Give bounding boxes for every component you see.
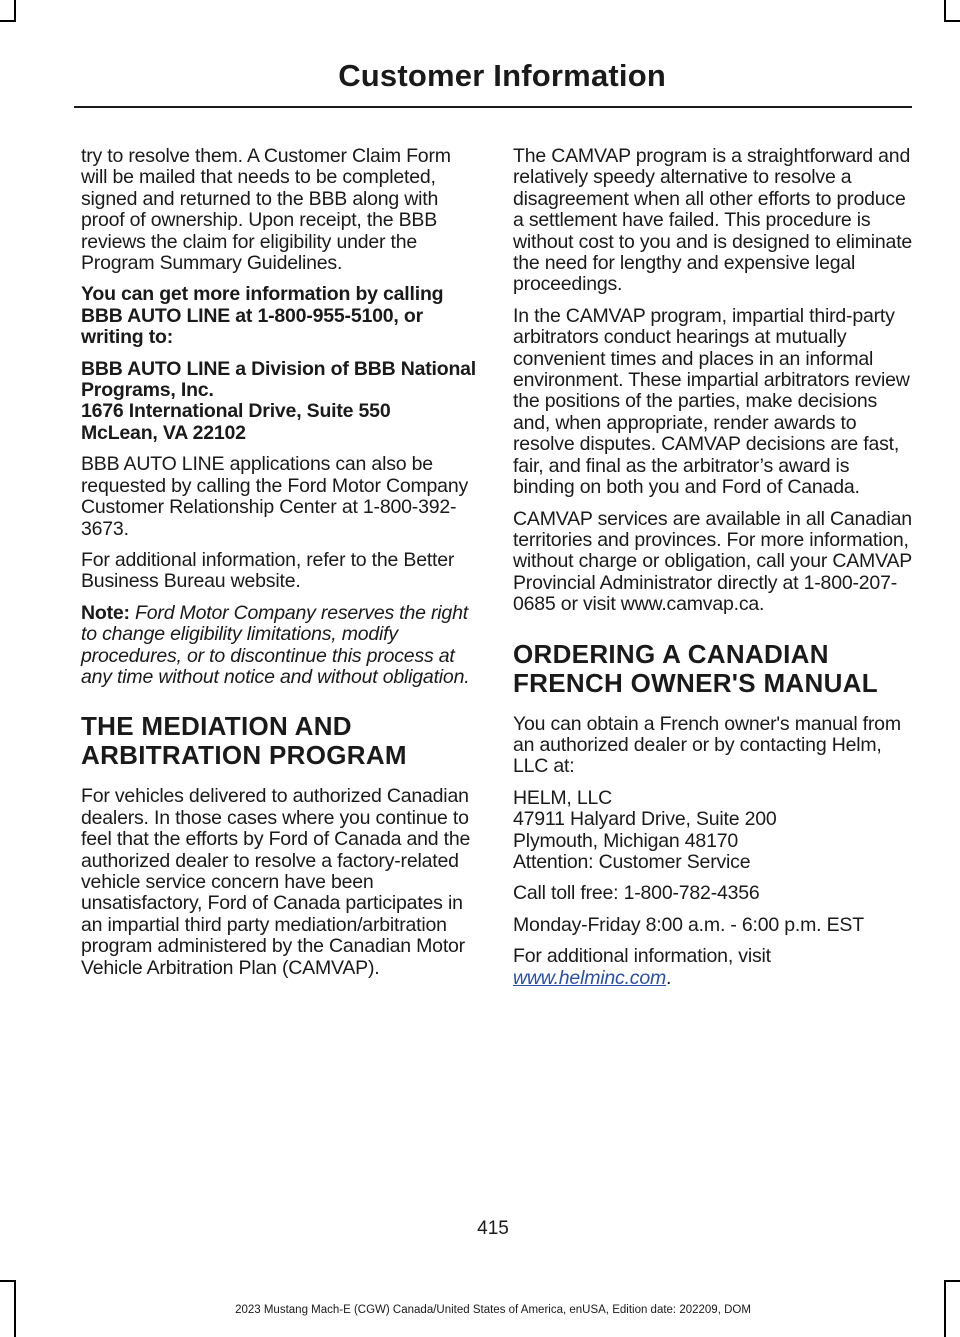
heading-line: FRENCH OWNER'S MANUAL	[513, 667, 878, 698]
paragraph: try to resolve them. A Customer Claim Form will be mailed that needs to be completed, signed and returned to the BBB along with proof of ownership. Upon receipt, the BBB reviews the claim for eligibility under the Program Summary Guidelines.	[81, 145, 451, 275]
crop-mark	[944, 1280, 960, 1282]
page-number: 415	[477, 1218, 509, 1239]
note-label: Note:	[81, 601, 130, 624]
address-line: Attention: Customer Service	[513, 850, 751, 873]
address-line: 47911 Halyard Drive, Suite 200	[513, 808, 777, 831]
address-line: McLean, VA 22102	[81, 421, 246, 444]
address-line: Plymouth, Michigan 48170	[513, 829, 739, 852]
phone-number: Call toll free: 1-800-782-4356	[513, 882, 760, 905]
paragraph: BBB AUTO LINE applications can also be requested by calling the Ford Motor Company Customer Relationship Center at 1-800-392-3673.	[81, 453, 469, 540]
heading-line: ARBITRATION PROGRAM	[81, 740, 407, 771]
note	[81, 603, 479, 689]
business-hours: Monday-Friday 8:00 a.m. - 6:00 p.m. EST	[513, 913, 864, 936]
bbb-address	[81, 359, 479, 445]
page-header-title: Customer Information	[338, 58, 666, 93]
address-line: 1676 International Drive, Suite 550	[81, 400, 391, 423]
paragraph: The CAMVAP program is a straightforward and relatively speedy alternative to resolve a disagreement when all other efforts to produce a settlement have failed. This procedure is without cost to you and is designed to eliminate the need for lengthy and expensive legal proceedings.	[513, 145, 913, 296]
helm-website-link[interactable]: www.helminc.com	[513, 966, 667, 989]
paragraph: For additional information, refer to the Better Business Bureau website.	[81, 548, 455, 593]
crop-mark	[14, 0, 16, 22]
address-line: BBB AUTO LINE a Division of BBB National Programs, Inc.	[81, 357, 477, 402]
left-column	[81, 146, 479, 989]
section-heading	[513, 640, 915, 698]
website-prefix: For additional information, visit	[513, 945, 771, 968]
note-text: Ford Motor Company reserves the right to change eligibility limitations, modify procedures, or to discontinue this process at any time without notice and without obligation.	[81, 601, 470, 688]
header-divider	[74, 106, 912, 108]
crop-mark	[0, 1280, 16, 1282]
website-paragraph	[513, 946, 915, 989]
address-line: HELM, LLC	[513, 786, 612, 809]
paragraph: You can obtain a French owner's manual from an authorized dealer or by contacting Helm, LLC at:	[513, 712, 901, 778]
heading-line: ORDERING A CANADIAN	[513, 638, 829, 669]
right-column	[513, 146, 915, 999]
contact-callout: You can get more information by calling BBB AUTO LINE at 1-800-955-5100, or writing to:	[81, 283, 444, 349]
website-suffix: .	[666, 966, 672, 989]
paragraph: For vehicles delivered to authorized Canadian dealers. In those cases where you continue to feel that the efforts by Ford of Canada and the authorized dealer to resolve a factory-related vehicle service concern have been unsatisfactory, Ford of Canada participates in an impartial third party mediation/arbitration program administered by the Canadian Motor Vehicle Arbitration Plan (CAMVAP).	[81, 785, 471, 979]
section-heading	[81, 712, 479, 770]
crop-mark	[0, 20, 16, 22]
crop-mark	[944, 20, 960, 22]
helm-address	[513, 788, 915, 874]
paragraph: In the CAMVAP program, impartial third-party arbitrators conduct hearings at mutually convenient times and places in an informal environment. These impartial arbitrators review the positions of the parties, make decisions and, when appropriate, render awards to resolve disputes. CAMVAP decisions are fast, fair, and final as the arbitrator’s award is binding on both you and Ford of Canada.	[513, 304, 910, 499]
paragraph: CAMVAP services are available in all Canadian territories and provinces. For more information, without charge or obligation, call your CAMVAP Provincial Administrator directly at 1-800-207-0685 or visit www.camvap.ca.	[513, 507, 912, 616]
crop-mark	[944, 0, 946, 22]
heading-line: THE MEDIATION AND	[81, 711, 352, 742]
edition-footer: 2023 Mustang Mach-E (CGW) Canada/United States of America, enUSA, Edition date: 202209, DOM	[235, 1304, 751, 1316]
